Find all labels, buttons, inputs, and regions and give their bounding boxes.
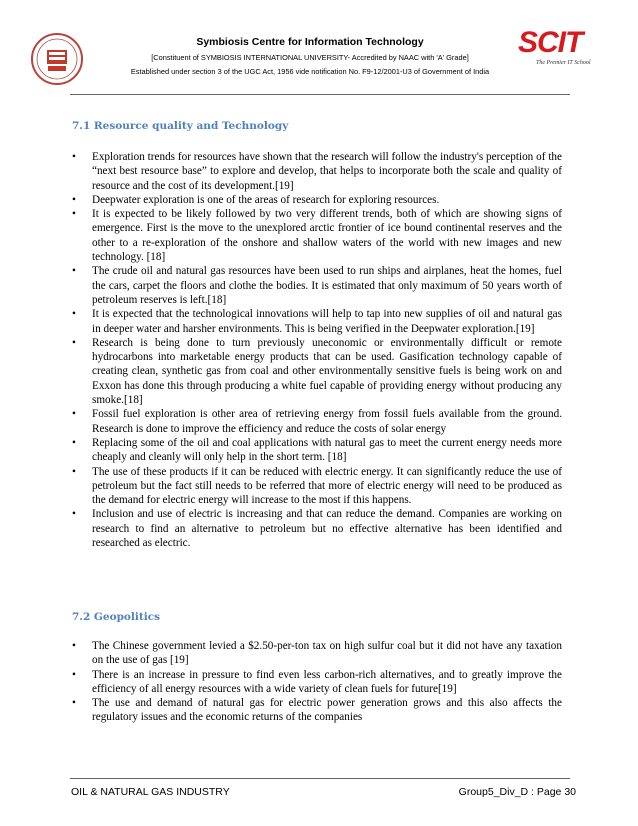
list-item-text: There is an increase in pressure to find even less carbon-rich alternatives, and to greatly improve the efficiency of all energy resources with a wide variety of clean fuels for future[19] [92, 668, 562, 695]
bullet-icon: • [72, 640, 76, 652]
bullet-icon: • [72, 265, 76, 278]
header-divider [70, 94, 570, 95]
bullet-icon: • [72, 151, 76, 163]
list-item [72, 507, 562, 550]
bullet-icon: • [72, 465, 76, 478]
bullet-icon: • [72, 668, 76, 681]
scit-logo [518, 28, 598, 72]
scit-logo-text: SCIT [518, 26, 583, 59]
bullet-icon: • [72, 336, 76, 349]
bullet-icon: • [72, 697, 76, 710]
list-item-text: Research is being done to turn previously uneconomic or environmentally difficult or remote hydrocarbons into marketable energy products that can be used. Gasification technology capable of creating clean, synthetic gas from coal and other environmentally sensitive fuels is being work on and Exxon has done this through producing a white fuel capable of providing energy without producing any smoke.[18] [92, 336, 562, 407]
list-item [72, 336, 562, 407]
section-title-resource-quality: 7.1 Resource quality and Technology [72, 120, 289, 132]
bullet-icon: • [72, 436, 76, 449]
symbiosis-logo [30, 32, 84, 86]
bullet-icon: • [72, 508, 76, 521]
established-line: Established under section 3 of the UGC Act, 1956 vide notification No. F9-12/2001-U3 of Government of India [130, 67, 490, 76]
list-item-text: Exploration trends for resources have shown that the research will follow the industry's perception of the “next best resource base” to explore and develop, that helps to incorporate both the scale and quality of resource and the cost of its development.[19] [92, 151, 562, 192]
constituent-line: [Constituent of SYMBIOSIS INTERNATIONAL UNIVERSITY- Accredited by NAAC with 'A' Grade] [151, 53, 469, 62]
bullet-icon: • [72, 208, 76, 221]
institute-name: Symbiosis Centre for Information Technology [196, 36, 424, 48]
resource-quality-bullet-list [72, 150, 562, 550]
footer-page-number: Group5_Div_D : Page 30 [458, 786, 576, 798]
list-item [72, 407, 562, 436]
footer-title: OIL & NATURAL GAS INDUSTRY [71, 786, 230, 798]
list-item [72, 207, 562, 264]
list-item [72, 193, 562, 207]
list-item [72, 465, 562, 508]
list-item-text: It is expected to be likely followed by two very different trends, both of which are showing signs of emergence. First is the move to the unexplored arctic frontier of ice bound continental reserves and the other to a re-exploration of the onshore and shallow waters of the world with new images and new technology. [18] [92, 208, 562, 264]
list-item-text: Replacing some of the oil and coal applications with natural gas to meet the current energy needs more cheaply and cleanly will only help in the short term. [18] [92, 436, 562, 464]
list-item-text: The crude oil and natural gas resources have been used to run ships and airplanes, heat the homes, fuel the cars, carpet the floors and clothe the bodies. It is estimated that only maximum of 50 years worth of petroleum reserves is left.[18] [92, 265, 562, 306]
list-item-text: The use of these products if it can be reduced with electric energy. It can significantly reduce the use of petroleum but the fact still needs to be referred that more of electric energy will need to be produced as the demand for electric energy will increase to the most if this happens. [92, 465, 562, 507]
scit-tagline: The Premier IT School [536, 60, 591, 66]
list-item [72, 307, 562, 336]
list-item-text: Deepwater exploration is one of the areas of research for exploring resources. [92, 193, 440, 206]
list-item [72, 668, 562, 697]
bullet-icon: • [72, 193, 76, 206]
list-item [72, 639, 562, 668]
list-item-text: Fossil fuel exploration is other area of retrieving energy from fossil fuels available from the ground. Research is done to improve the efficiency and reduce the costs of solar energy [92, 408, 562, 435]
section-title-geopolitics: 7.2 Geopolitics [72, 611, 161, 623]
list-item [72, 150, 562, 193]
list-item-text: The use and demand of natural gas for electric power generation grows and this also affects the regulatory issues and the economic returns of the companies [92, 697, 562, 724]
bullet-icon: • [72, 308, 76, 321]
list-item-text: It is expected that the technological innovations will help to tap into new supplies of oil and natural gas in deeper water and harsher environments. This is being verified in the Deepwater exploration.[19] [92, 308, 562, 335]
footer-divider [70, 778, 570, 779]
geopolitics-bullet-list [72, 639, 562, 725]
list-item [72, 436, 562, 465]
list-item-text: Inclusion and use of electric is increasing and that can reduce the demand. Companies are working on research to find an alternative to petroleum but no effective alternative has been identified and researched as electric. [92, 508, 562, 550]
list-item-text: The Chinese government levied a $2.50-per-ton tax on high sulfur coal but it did not have any taxation on the use of gas [19] [92, 640, 562, 667]
bullet-icon: • [72, 408, 76, 421]
list-item [72, 696, 562, 725]
list-item [72, 264, 562, 307]
